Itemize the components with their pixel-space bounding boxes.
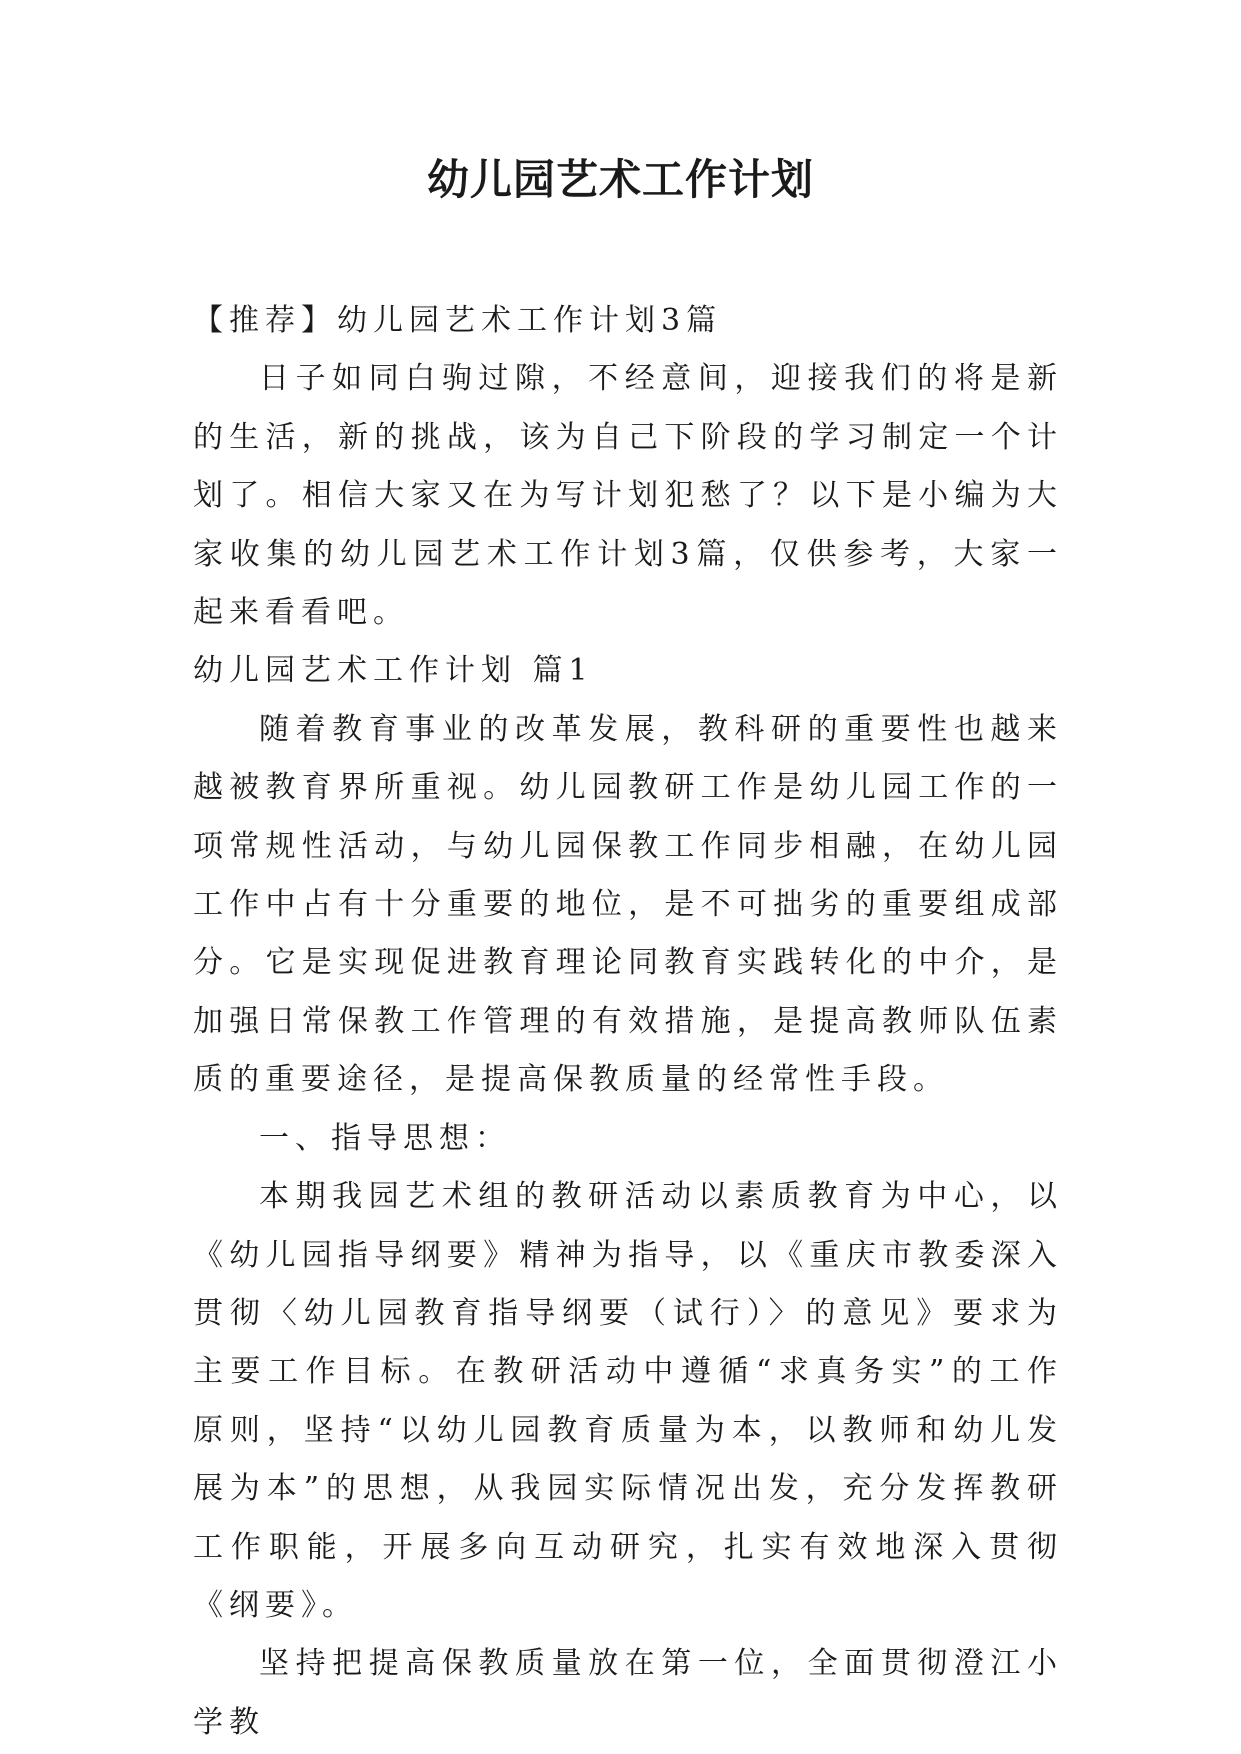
body-paragraph: 随着教育事业的改革发展，教科研的重要性也越来越被教育界所重视。幼儿园教研工作是幼儿园工作的一项常规性活动，与幼儿园保教工作同步相融，在幼儿园工作中占有十分重要的地位，是不可拙劣的重要组成部分。它是实现促进教育理论同教育实践转化的中介，是加强日常保教工作管理的有效措施，是提高教师队伍素质的重要途径，是提高保教质量的经常性手段。 (193, 711, 1063, 1098)
section-heading-part-1: 幼儿园艺术工作计划 篇1 (193, 653, 594, 689)
subheading-guiding-idea: 一、指导思想： (259, 1120, 511, 1156)
body-paragraph: 坚持把提高保教质量放在第一位，全面贯彻澄江小学教 (193, 1646, 1063, 1740)
document-title: 幼儿园艺术工作计划 (426, 155, 814, 204)
document-body (193, 292, 1063, 1752)
intro-paragraph: 日子如同白驹过隙，不经意间，迎接我们的将是新的生活，新的挑战，该为自己下阶段的学习制定一个计划了。相信大家又在为写计划犯愁了？以下是小编为大家收集的幼儿园艺术工作计划3篇，仅供参考，大家一起来看看吧。 (193, 361, 1063, 631)
body-paragraph: 本期我园艺术组的教研活动以素质教育为中心，以《幼儿园指导纲要》精神为指导，以《重庆市教委深入贯彻〈幼儿园教育指导纲要（试行）〉的意见》要求为主要工作目标。在教研活动中遵循“求真务实”的工作原则，坚持“以幼儿园教育质量为本，以教师和幼儿发展为本”的思想，从我园实际情况出发，充分发挥教研工作职能，开展多向互动研究，扎实有效地深入贯彻《纲要》。 (193, 1179, 1063, 1623)
recommend-heading: 【推荐】幼儿园艺术工作计划3篇 (193, 303, 723, 338)
